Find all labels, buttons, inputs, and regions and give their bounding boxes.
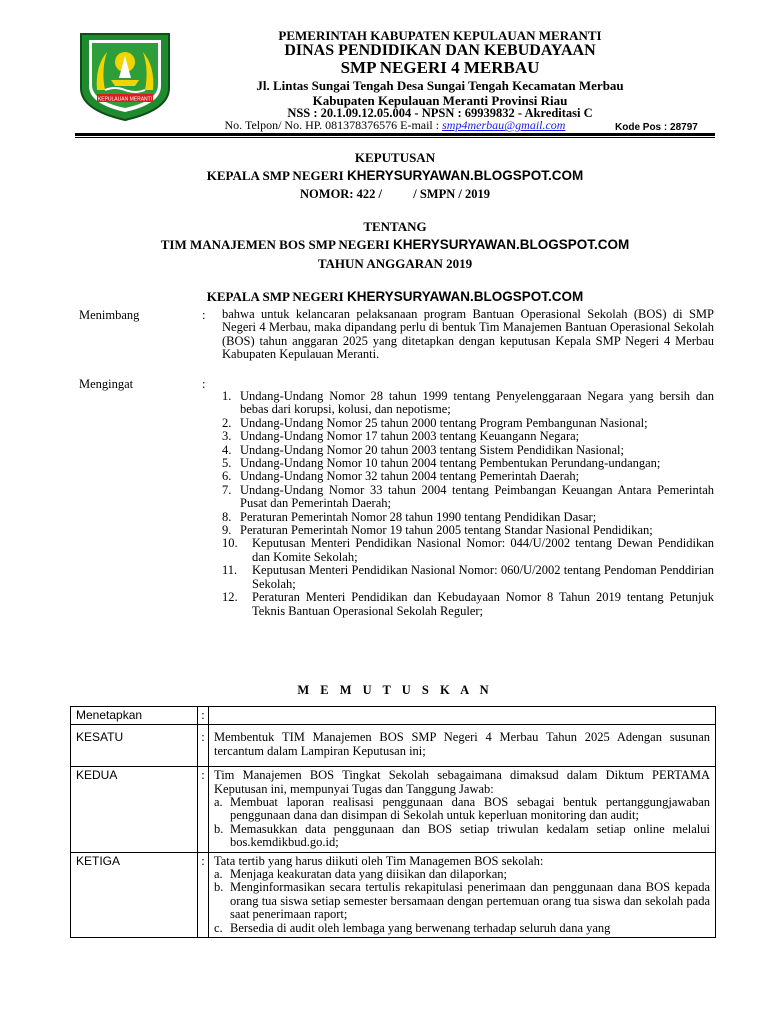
table-row (71, 725, 716, 767)
decision-table (70, 706, 716, 938)
letterhead-government: PEMERINTAH KABUPATEN KEPULAUAN MERANTI (278, 28, 602, 43)
letterhead-divider-thick (75, 133, 715, 136)
list-item (222, 524, 714, 537)
list-item (214, 922, 710, 935)
list-item (222, 417, 714, 430)
item-letter: a. (214, 795, 223, 810)
decree-number (75, 187, 715, 202)
emblem-boat-hull (111, 80, 139, 86)
decree-title: KEPUTUSAN (354, 150, 436, 165)
school-district-emblem (75, 30, 175, 122)
kedua-intro: Tim Manajemen BOS Tingkat Sekolah sebagaimana dimaksud dalam Diktum PERTAMA Keputusan ini, mempunyai Tugas dan Tanggung Jawab: (214, 768, 710, 796)
item-number: 2. (222, 415, 232, 430)
item-number: 5. (222, 456, 232, 471)
item-number: 8. (222, 509, 232, 524)
decree-subject (75, 237, 715, 253)
ketiga-colon: : (198, 852, 209, 937)
item-number: 10. (222, 536, 238, 551)
item-text: Undang-Undang Nomor 17 tahun 2003 tentang Keuangann Negara; (240, 429, 580, 444)
decree-issuer (75, 168, 715, 184)
item-number: 11. (222, 563, 238, 578)
issuer-blog: KHERYSURYAWAN.BLOGSPOT.COM (346, 168, 584, 183)
list-item (222, 511, 714, 524)
mengingat-list (222, 390, 714, 618)
list-item (222, 484, 714, 511)
item-letter: b. (214, 880, 224, 895)
subject-blog: KHERYSURYAWAN.BLOGSPOT.COM (392, 237, 630, 252)
item-text: Undang-Undang Nomor 32 tahun 2004 tentang Pemerintah Daerah; (240, 469, 580, 484)
item-number: 7. (222, 482, 232, 497)
menetapkan-label: Menetapkan (71, 707, 198, 725)
decree-fiscal-year: TAHUN ANGGARAN 2019 (317, 256, 473, 271)
head-prefix: KEPALA SMP NEGERI (206, 289, 347, 304)
item-number: 12. (222, 590, 238, 605)
mengingat-label: Mengingat (79, 377, 134, 391)
item-text: Menjaga keakuratan data yang diisikan dan dilaporkan; (230, 867, 507, 882)
item-text: Undang-Undang Nomor 10 tahun 2004 tentang Pembentukan Perundang-undangan; (240, 456, 661, 471)
list-item (222, 470, 714, 483)
table-row (71, 852, 716, 937)
item-letter: a. (214, 867, 223, 882)
issuer-prefix: KEPALA SMP NEGERI (206, 168, 347, 183)
menimbang-label: Menimbang (79, 308, 140, 322)
mengingat-colon: : (202, 377, 206, 391)
item-number: 6. (222, 469, 232, 484)
item-number: 4. (222, 442, 232, 457)
item-letter: c. (214, 920, 223, 935)
letterhead-contact (180, 119, 610, 131)
kedua-list (214, 796, 710, 850)
decree-about: TENTANG (363, 219, 427, 234)
item-text: Peraturan Menteri Pendidikan dan Kebudayaan Nomor 8 Tahun 2019 tentang Petunjuk Teknis Bantuan Operasional Sekolah Reguler; (252, 590, 714, 618)
ketiga-intro: Tata tertib yang harus diikuti oleh Tim Managemen BOS sekolah: (214, 853, 544, 868)
emblem-ribbon-text: KEPULAUAN MERANTI (97, 96, 153, 103)
item-text: Undang-Undang Nomor 20 tahun 2003 tentang Sistem Pendidikan Nasional; (240, 442, 624, 457)
ketiga-list (214, 868, 710, 935)
letterhead-department: DINAS PENDIDIKAN DAN KEBUDAYAAN (284, 42, 596, 59)
letterhead-region: Kabupaten Kepulauan Meranti Provinsi Riau (312, 93, 568, 108)
kesatu-label: KESATU (71, 725, 198, 767)
decree-head-heading (75, 289, 715, 305)
postal-code: Kode Pos : 28797 (615, 122, 698, 133)
letterhead-address: Jl. Lintas Sungai Tengah Desa Sungai Tengah Kecamatan Merbau (256, 78, 624, 93)
list-item (214, 881, 710, 921)
item-text: Membuat laporan realisasi penggunaan dana BOS sebagai bentuk pertanggungjawaban penggunaan dana dan disimpan di Sekolah untuk keperluan monitoring dan audit; (230, 795, 710, 823)
menetapkan-colon: : (198, 707, 209, 725)
list-item (214, 796, 710, 823)
memutuskan-heading: M E M U T U S K A N (297, 683, 493, 697)
item-text: Keputusan Menteri Pendidikan Nasional Nomor: 060/U/2002 tentang Pendoman Penddirian Sekolah; (252, 563, 714, 591)
item-text: Undang-Undang Nomor 25 tahun 2000 tentang Program Pembangunan Nasional; (240, 415, 648, 430)
item-text: Undang-Undang Nomor 33 tahun 2004 tentang Peimbangan Keuangan Antara Pemerintah Pusat dan Pemerintah Daerah; (240, 482, 714, 511)
item-text: Menginformasikan secara tertulis rekapitulasi penerimaan dan penggunaan dana BOS kepada orang tua siswa setiap semester bersamaan dengan pertemuan orang tua siswa dan sekolah pada saat penerimaan raport; (230, 880, 710, 922)
letterhead-divider-thin (75, 137, 715, 138)
item-letter: b. (214, 821, 224, 836)
item-text: Memasukkan data penggunaan dan BOS setiap triwulan kedalam setiap online melalui bos.kemdikbud.go.id; (230, 821, 710, 850)
kedua-label: KEDUA (71, 767, 198, 852)
item-text: Keputusan Menteri Pendidikan Nasional Nomor: 044/U/2002 tentang Dewan Pendidikan dan Komite Sekolah; (252, 536, 714, 564)
list-item (214, 868, 710, 881)
list-item (222, 457, 714, 470)
item-number: 1. (222, 389, 232, 403)
item-text: Bersedia di audit oleh lembaga yang berwenang terhadap seluruh dana yang (230, 920, 611, 935)
table-row (71, 707, 716, 725)
item-number: 9. (222, 523, 232, 538)
letterhead-school-ids: NSS : 20.1.09.12.05.004 - NPSN : 69939832 - Akreditasi C (287, 106, 593, 120)
kedua-content (209, 767, 716, 852)
item-text: Undang-Undang Nomor 28 tahun 1999 tentang Penyelenggaraan Negara yang bersih dan bebas dari korupsi, kolusi, dan nepotisme; (240, 389, 714, 417)
subject-prefix: TIM MANAJEMEN BOS SMP NEGERI (160, 237, 393, 252)
item-text: Peraturan Pemerintah Nomor 19 tahun 2005 tentang Standar Nasional Pendidikan; (240, 523, 653, 538)
list-item (222, 564, 714, 591)
list-item (222, 537, 714, 564)
kesatu-colon: : (198, 725, 209, 767)
item-text: Peraturan Pemerintah Nomor 28 tahun 1990 tentang Pendidikan Dasar; (240, 509, 597, 524)
list-item (222, 430, 714, 443)
list-item (222, 591, 714, 618)
item-number: 3. (222, 429, 232, 444)
list-item (222, 390, 714, 417)
ketiga-label: KETIGA (71, 852, 198, 937)
contact-email-link[interactable]: smp4merbau@gmail.com (442, 118, 566, 132)
list-item (214, 823, 710, 850)
menimbang-colon: : (202, 308, 206, 322)
kesatu-text: Membentuk TIM Manajemen BOS SMP Negeri 4 Merbau Tahun 2025 Adengan susunan tercantum dalam Lampiran Keputusan ini; (209, 725, 716, 767)
kedua-colon: : (198, 767, 209, 852)
decree-number-text: NOMOR: 422 / / SMPN / 2019 (300, 187, 490, 201)
letterhead-school-name: SMP NEGERI 4 MERBAU (340, 58, 540, 77)
menetapkan-content (209, 707, 716, 725)
head-blog: KHERYSURYAWAN.BLOGSPOT.COM (346, 289, 584, 304)
table-row (71, 767, 716, 852)
contact-phone: No. Telpon/ No. HP. 081378376576 E-mail : (224, 118, 443, 132)
ketiga-content (209, 852, 716, 937)
menimbang-text: bahwa untuk kelancaran pelaksanaan program Bantuan Operasional Sekolah (BOS) di SMP Negeri 4 Merbau, maka dipandang perlu di bentuk Tim Manajemen Bantuan Operasional Sekolah (BOS) tahun anggaran 2025 yang ditetapkan dengan keputusan Kepala SMP Negeri 4 Merbau Kabupaten Kepulauan Meranti. (222, 307, 714, 361)
list-item (222, 444, 714, 457)
